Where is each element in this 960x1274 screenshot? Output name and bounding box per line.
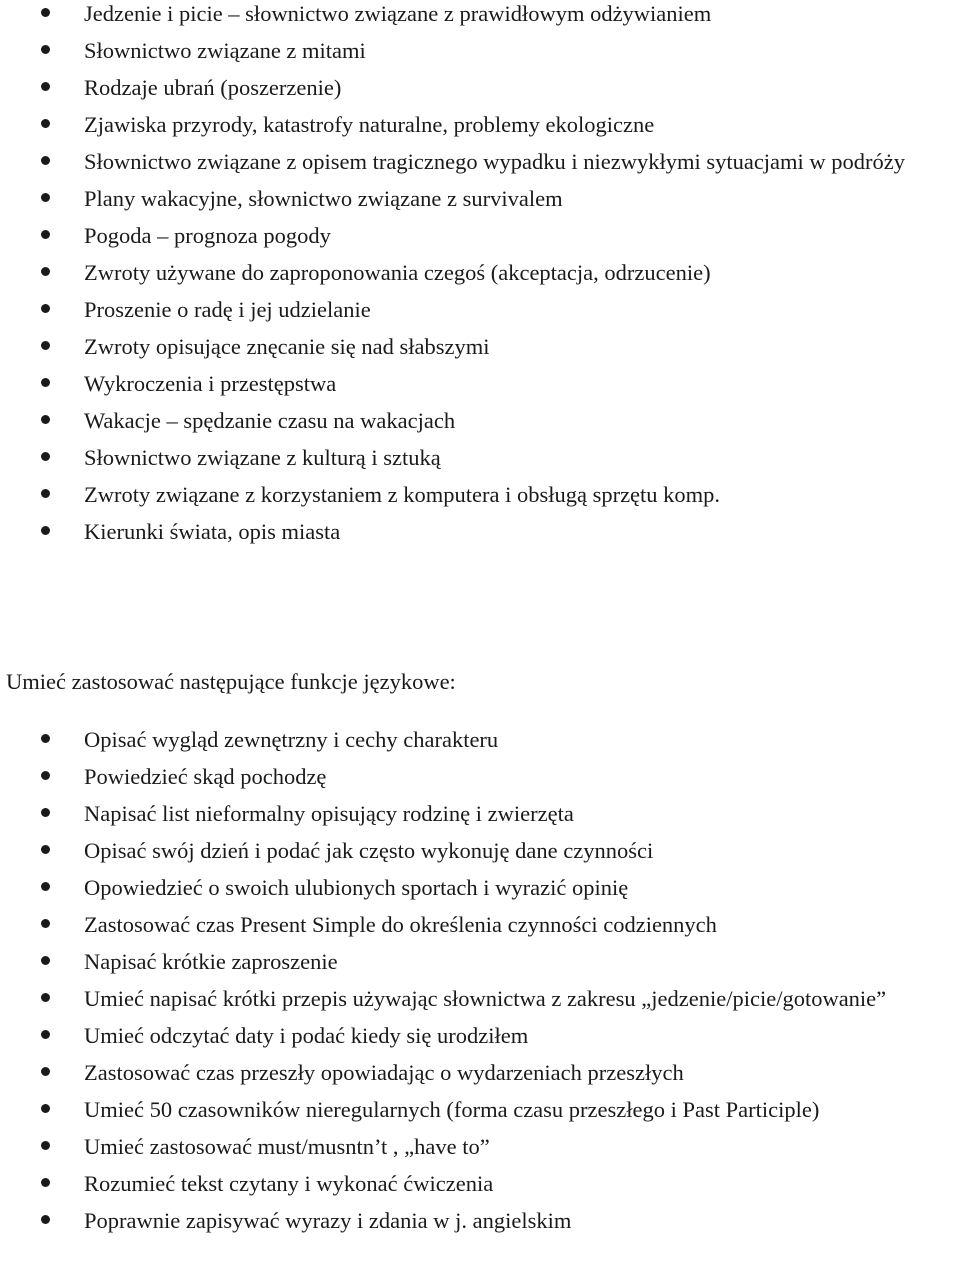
bullet-icon	[41, 452, 50, 461]
list-item-text: Pogoda – prognoza pogody	[84, 223, 331, 248]
list-item	[0, 254, 960, 291]
bullet-icon	[41, 489, 50, 498]
list-item	[0, 476, 960, 513]
bullet-icon	[41, 882, 50, 891]
list-item	[0, 513, 960, 550]
list-item	[0, 69, 960, 106]
list-item-text: Wykroczenia i przestępstwa	[84, 371, 337, 396]
list-item-text: Słownictwo związane z opisem tragicznego wypadku i niezwykłymi sytuacjami w podróży	[84, 149, 906, 174]
bullet-icon	[41, 45, 50, 54]
list-item	[0, 402, 960, 439]
list-item	[0, 1054, 960, 1091]
list-item-text: Zwroty związane z korzystaniem z komputera i obsługą sprzętu komp.	[84, 482, 721, 507]
list-item-text: Jedzenie i picie – słownictwo związane z prawidłowym odżywianiem	[84, 1, 712, 26]
list-item	[0, 906, 960, 943]
bullet-icon	[41, 1141, 50, 1150]
list-item-text: Napisać krótkie zaproszenie	[84, 949, 338, 974]
bullet-icon	[41, 1215, 50, 1224]
list-item-text: Rodzaje ubrań (poszerzenie)	[84, 75, 342, 100]
bullet-icon	[41, 193, 50, 202]
list-item-text: Plany wakacyjne, słownictwo związane z survivalem	[84, 186, 563, 211]
bullet-icon	[41, 1067, 50, 1076]
list-item-text: Zjawiska przyrody, katastrofy naturalne, problemy ekologiczne	[84, 112, 655, 137]
list-item	[0, 143, 960, 180]
bullet-icon	[41, 919, 50, 928]
list-item	[0, 1091, 960, 1128]
list-item	[0, 217, 960, 254]
list-item-text: Umieć zastosować must/musntn’t , „have to”	[84, 1134, 490, 1159]
bullet-icon	[41, 156, 50, 165]
bullet-icon	[41, 808, 50, 817]
bullet-icon	[41, 1178, 50, 1187]
list-item	[0, 439, 960, 476]
list-item-text: Poprawnie zapisywać wyrazy i zdania w j. angielskim	[84, 1208, 572, 1233]
list-item-text: Zastosować czas przeszły opowiadając o wydarzeniach przeszłych	[84, 1060, 684, 1085]
bullet-icon	[41, 1104, 50, 1113]
vocabulary-list	[0, 0, 960, 550]
bullet-icon	[41, 82, 50, 91]
list-item	[0, 180, 960, 217]
bullet-icon	[41, 1030, 50, 1039]
list-item-text: Umieć odczytać daty i podać kiedy się urodziłem	[84, 1023, 529, 1048]
list-item-text: Opisać swój dzień i podać jak często wykonuję dane czynności	[84, 838, 654, 863]
list-item-text: Zwroty opisujące znęcanie się nad słabszymi	[84, 334, 490, 359]
list-item-text: Kierunki świata, opis miasta	[84, 519, 341, 544]
section-heading: Umieć zastosować następujące funkcje językowe:	[6, 669, 456, 694]
list-item	[0, 980, 960, 1017]
list-item-text: Opowiedzieć o swoich ulubionych sportach i wyrazić opinię	[84, 875, 629, 900]
list-item	[0, 832, 960, 869]
list-item	[0, 32, 960, 69]
list-item	[0, 758, 960, 795]
list-item	[0, 1165, 960, 1202]
list-item-text: Opisać wygląd zewnętrzny i cechy charakteru	[84, 727, 499, 752]
list-item	[0, 0, 960, 32]
list-item-text: Zastosować czas Present Simple do określenia czynności codziennych	[84, 912, 717, 937]
list-item-text: Powiedzieć skąd pochodzę	[84, 764, 327, 789]
bullet-icon	[41, 230, 50, 239]
list-item	[0, 795, 960, 832]
list-item-text: Napisać list nieformalny opisujący rodzinę i zwierzęta	[84, 801, 574, 826]
list-item-text: Umieć 50 czasowników nieregularnych (forma czasu przeszłego i Past Participle)	[84, 1097, 820, 1122]
list-item	[0, 328, 960, 365]
bullet-icon	[41, 415, 50, 424]
list-item	[0, 943, 960, 980]
list-item-text: Proszenie o radę i jej udzielanie	[84, 297, 371, 322]
bullet-icon	[41, 526, 50, 535]
list-item	[0, 1128, 960, 1165]
bullet-icon	[41, 341, 50, 350]
bullet-icon	[41, 845, 50, 854]
list-item-text: Zwroty używane do zaproponowania czegoś (akceptacja, odrzucenie)	[84, 260, 711, 285]
list-item	[0, 365, 960, 402]
bullet-icon	[41, 993, 50, 1002]
bullet-icon	[41, 956, 50, 965]
bullet-icon	[41, 734, 50, 743]
list-item	[0, 869, 960, 906]
bullet-icon	[41, 8, 50, 17]
bullet-icon	[41, 378, 50, 387]
list-item-text: Słownictwo związane z kulturą i sztuką	[84, 445, 441, 470]
list-item	[0, 291, 960, 328]
list-item-text: Umieć napisać krótki przepis używając słownictwa z zakresu „jedzenie/picie/gotowanie”	[84, 986, 887, 1011]
bullet-icon	[41, 267, 50, 276]
bullet-icon	[41, 304, 50, 313]
list-item-text: Rozumieć tekst czytany i wykonać ćwiczenia	[84, 1171, 494, 1196]
bullet-icon	[41, 119, 50, 128]
list-item-text: Wakacje – spędzanie czasu na wakacjach	[84, 408, 456, 433]
list-item	[0, 1202, 960, 1239]
list-item	[0, 721, 960, 758]
bullet-icon	[41, 771, 50, 780]
list-item	[0, 1017, 960, 1054]
list-item-text: Słownictwo związane z mitami	[84, 38, 366, 63]
language-functions-list	[0, 721, 960, 1239]
list-item	[0, 106, 960, 143]
